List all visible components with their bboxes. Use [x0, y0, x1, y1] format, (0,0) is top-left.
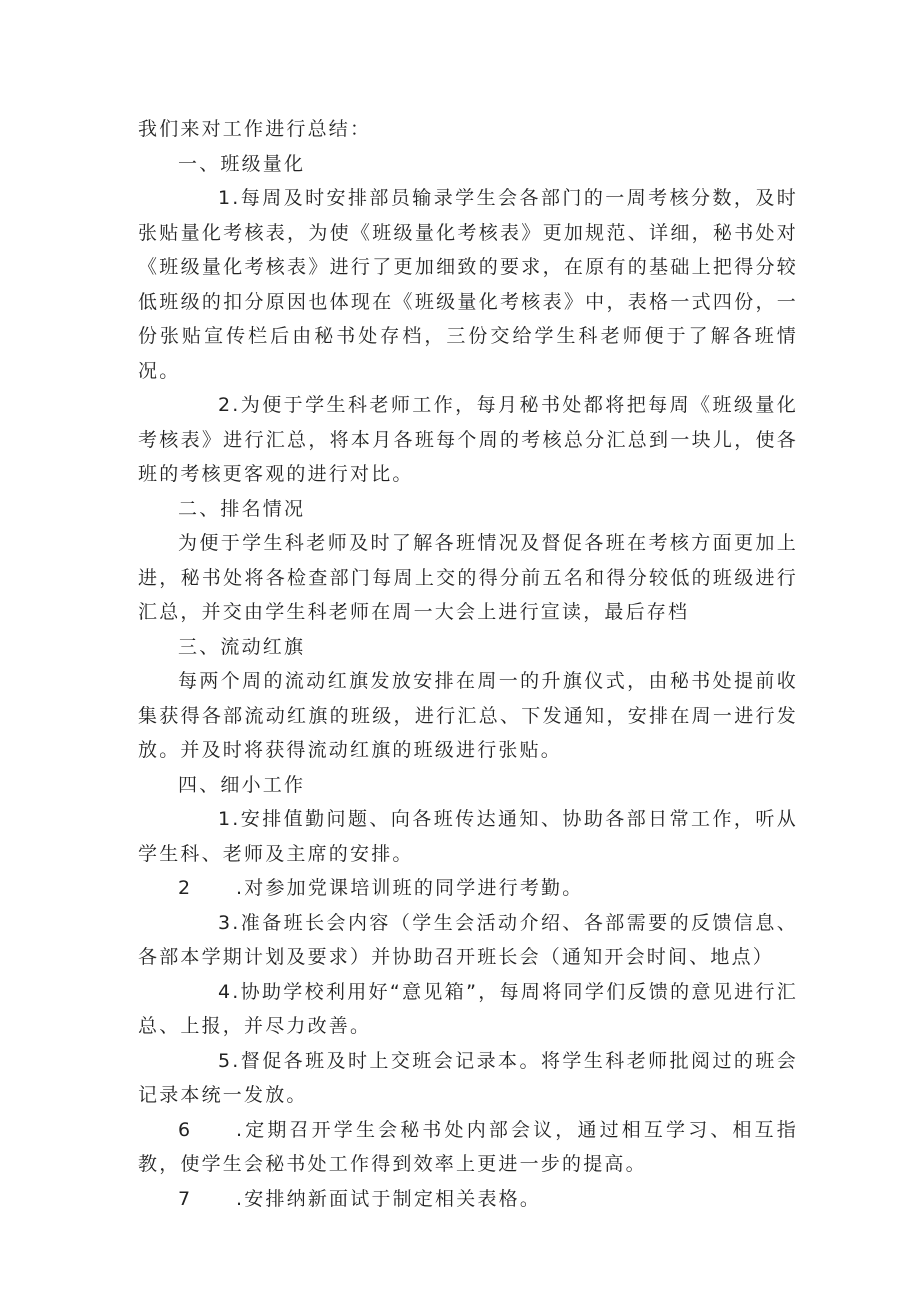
item-text: .对参加党课培训班的同学进行考勤。: [236, 877, 584, 899]
section-heading-4: 四、细小工作: [178, 773, 306, 796]
section-1-item-1: [138, 181, 798, 388]
section-4-item-2: [138, 871, 798, 906]
item-number: 1: [218, 187, 233, 209]
item-number: 5: [218, 1049, 233, 1072]
section-2-body: 为便于学生科老师及时了解各班情况及督促各班在考核方面更加上进，秘书处将各检查部门每周上交的得分前五名和得分较低的班级进行汇总，并交由学生科老师在周一大会上进行宣读，最后存档: [138, 532, 798, 623]
section-4-item-3: [138, 906, 798, 975]
item-text: .安排值勤问题、向各班传达通知、协助各部日常工作，听从学生科、老师及主席的安排。: [138, 808, 798, 865]
section-heading-3: 三、流动红旗: [178, 635, 306, 658]
item-text: .为便于学生科老师工作，每月秘书处都将把每周《班级量化考核表》进行汇总，将本月各班每个周的考核总分汇总到一块儿，使各班的考核更客观的进行对比。: [138, 394, 798, 485]
section-4-item-6: [138, 1113, 798, 1182]
item-number: 4: [218, 980, 233, 1003]
section-4-item-7: [138, 1182, 798, 1217]
section-heading-1: 一、班级量化: [178, 152, 306, 175]
section-4-item-1: [138, 802, 798, 871]
item-text: .每周及时安排部员输录学生会各部门的一周考核分数，及时张贴量化考核表，为使《班级量化考核表》更加规范、详细，秘书处对《班级量化考核表》进行了更加细致的要求，在原有的基础上把得分较低班级的扣分原因也体现在《班级量化考核表》中，表格一式四份，一份张贴宣传栏后由秘书处存档，三份交给学生科老师便于了解各班情况。: [138, 187, 798, 382]
item-text: .督促各班及时上交班会记录本。将学生科老师批阅过的班会记录本统一发放。: [138, 1049, 798, 1106]
item-number: 1: [218, 808, 233, 830]
section-1-item-2: [138, 388, 798, 492]
intro-line: 我们来对工作进行总结：: [138, 118, 372, 140]
item-text: .定期召开学生会秘书处内部会议，通过相互学习、相互指教，使学生会秘书处工作得到效率上更进一步的提高。: [138, 1118, 798, 1175]
item-text: .安排纳新面试于制定相关表格。: [236, 1187, 542, 1210]
item-number: 2: [178, 877, 193, 899]
section-4-item-5: [138, 1044, 798, 1113]
item-text: .准备班长会内容（学生会活动介绍、各部需要的反馈信息、各部本学期计划及要求）并协助召开班长会（通知开会时间、地点）: [138, 911, 798, 968]
item-number: 6: [178, 1118, 193, 1141]
item-number: 2: [218, 394, 233, 416]
item-number: 3: [218, 911, 233, 934]
document-body: [138, 112, 798, 1216]
item-text: .协助学校利用好“意见箱”，每周将同学们反馈的意见进行汇总、上报，并尽力改善。: [138, 980, 798, 1037]
item-number: 7: [178, 1187, 193, 1210]
section-4-item-4: [138, 975, 798, 1044]
section-heading-2: 二、排名情况: [178, 497, 306, 520]
section-3-body: 每两个周的流动红旗发放安排在周一的升旗仪式，由秘书处提前收集获得各部流动红旗的班级，进行汇总、下发通知，安排在周一进行发放。并及时将获得流动红旗的班级进行张贴。: [138, 670, 798, 761]
